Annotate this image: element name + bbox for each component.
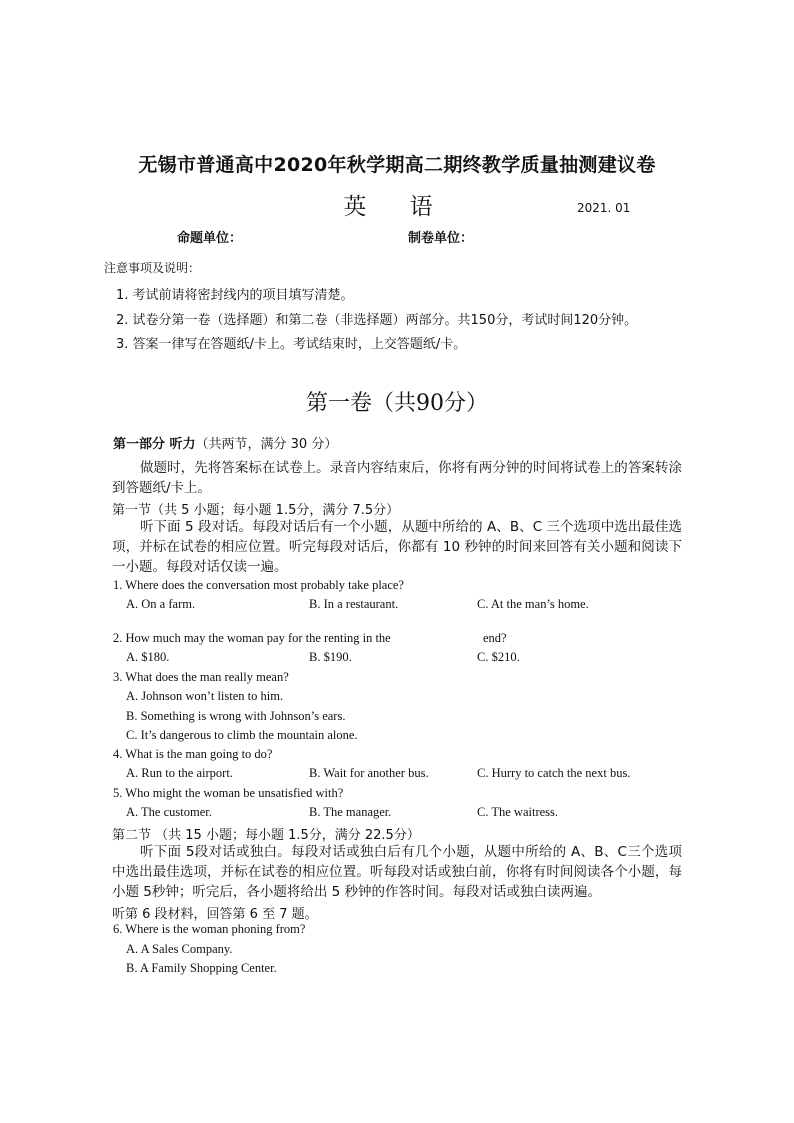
section2-instruction: 听下面 5段对话或独白。每段对话或独白后有几个小题，从题中所给的 A、B、C三个选项中选出最佳选项，并标在试卷的相应位置。听每段对话或独白前，你将有时间阅读各个小题，每小题 5秒钟；听完后，各小题将给出 5 秒钟的作答时间。每段对话或独白读两遍。 — [112, 844, 682, 900]
part1-instruction: 做题时，先将答案标在试卷上。录音内容结束后，你将有两分钟的时间将试卷上的答案转涂到答题纸/卡上。 — [112, 460, 682, 496]
exam-date: 2021. 01 — [577, 201, 631, 215]
option-c: C. $210. — [477, 650, 520, 664]
note-item: 1. 考试前请将密封线内的项目填写清楚。 — [116, 288, 354, 303]
option-b: B. Something is wrong with Johnson’s ears. — [126, 709, 346, 723]
volume-title: 第一卷（共90分） — [306, 391, 488, 416]
section1-heading: 第一节（共 5 小题；每小题 1.5分，满分 7.5分） — [112, 503, 400, 518]
question-stem-tail: end? — [483, 631, 507, 645]
option-a: A. Run to the airport. — [126, 766, 233, 780]
option-b: B. Wait for another bus. — [309, 766, 429, 780]
question-stem: 4. What is the man going to do? — [113, 747, 273, 761]
question-stem: 5. Who might the woman be unsatisfied with? — [113, 786, 344, 800]
question-stem: 2. How much may the woman pay for the renting in the — [113, 631, 391, 645]
section2-heading: 第二节 （共 15 小题；每小题 1.5分，满分 22.5分） — [112, 828, 420, 843]
option-a: A. A Sales Company. — [126, 942, 233, 956]
note-item: 2. 试卷分第一卷（选择题）和第二卷（非选择题）两部分。共150分，考试时间120分钟。 — [116, 313, 638, 328]
part1-heading-rest: （共两节，满分 30 分） — [195, 437, 338, 452]
option-a: A. The customer. — [126, 805, 212, 819]
option-c: C. It’s dangerous to climb the mountain alone. — [126, 728, 358, 742]
subject-title: 英 语 — [343, 194, 451, 220]
notes-heading: 注意事项及说明： — [104, 261, 201, 275]
note-item: 3. 答案一律写在答题纸/卡上。考试结束时，上交答题纸/卡。 — [116, 337, 467, 352]
option-a: A. On a farm. — [126, 597, 196, 611]
option-a: A. $180. — [126, 650, 170, 664]
question-stem: 6. Where is the woman phoning from? — [113, 922, 306, 936]
option-b: B. The manager. — [309, 805, 392, 819]
option-c: C. The waitress. — [477, 805, 559, 819]
option-c: C. At the man’s home. — [477, 597, 589, 611]
part1-heading — [113, 433, 337, 452]
option-a: A. Johnson won’t listen to him. — [126, 689, 284, 703]
material-instruction: 听第 6 段材料，回答第 6 至 7 题。 — [112, 907, 318, 922]
question-stem: 1. Where does the conversation most probably take place? — [113, 578, 404, 592]
question-stem: 3. What does the man really mean? — [113, 670, 289, 684]
option-b: B. In a restaurant. — [309, 597, 399, 611]
author-unit-label: 命题单位： — [177, 231, 243, 246]
section1-instruction: 听下面 5 段对话。每段对话后有一个小题，从题中所给的 A、B、C 三个选项中选出最佳选项，并标在试卷的相应位置。听完每段对话后，你都有 10 秒钟的时间来回答有关小题和阅读下一小题。每段对话仅读一遍。 — [112, 519, 682, 575]
option-b: B. $190. — [309, 650, 352, 664]
option-b: B. A Family Shopping Center. — [126, 961, 277, 975]
exam-title: 无锡市普通高中2020年秋学期高二期终教学质量抽测建议卷 — [138, 154, 656, 176]
maker-unit-label: 制卷单位： — [408, 231, 474, 246]
part1-heading-bold: 第一部分 听力 — [113, 437, 196, 452]
option-c: C. Hurry to catch the next bus. — [477, 766, 631, 780]
